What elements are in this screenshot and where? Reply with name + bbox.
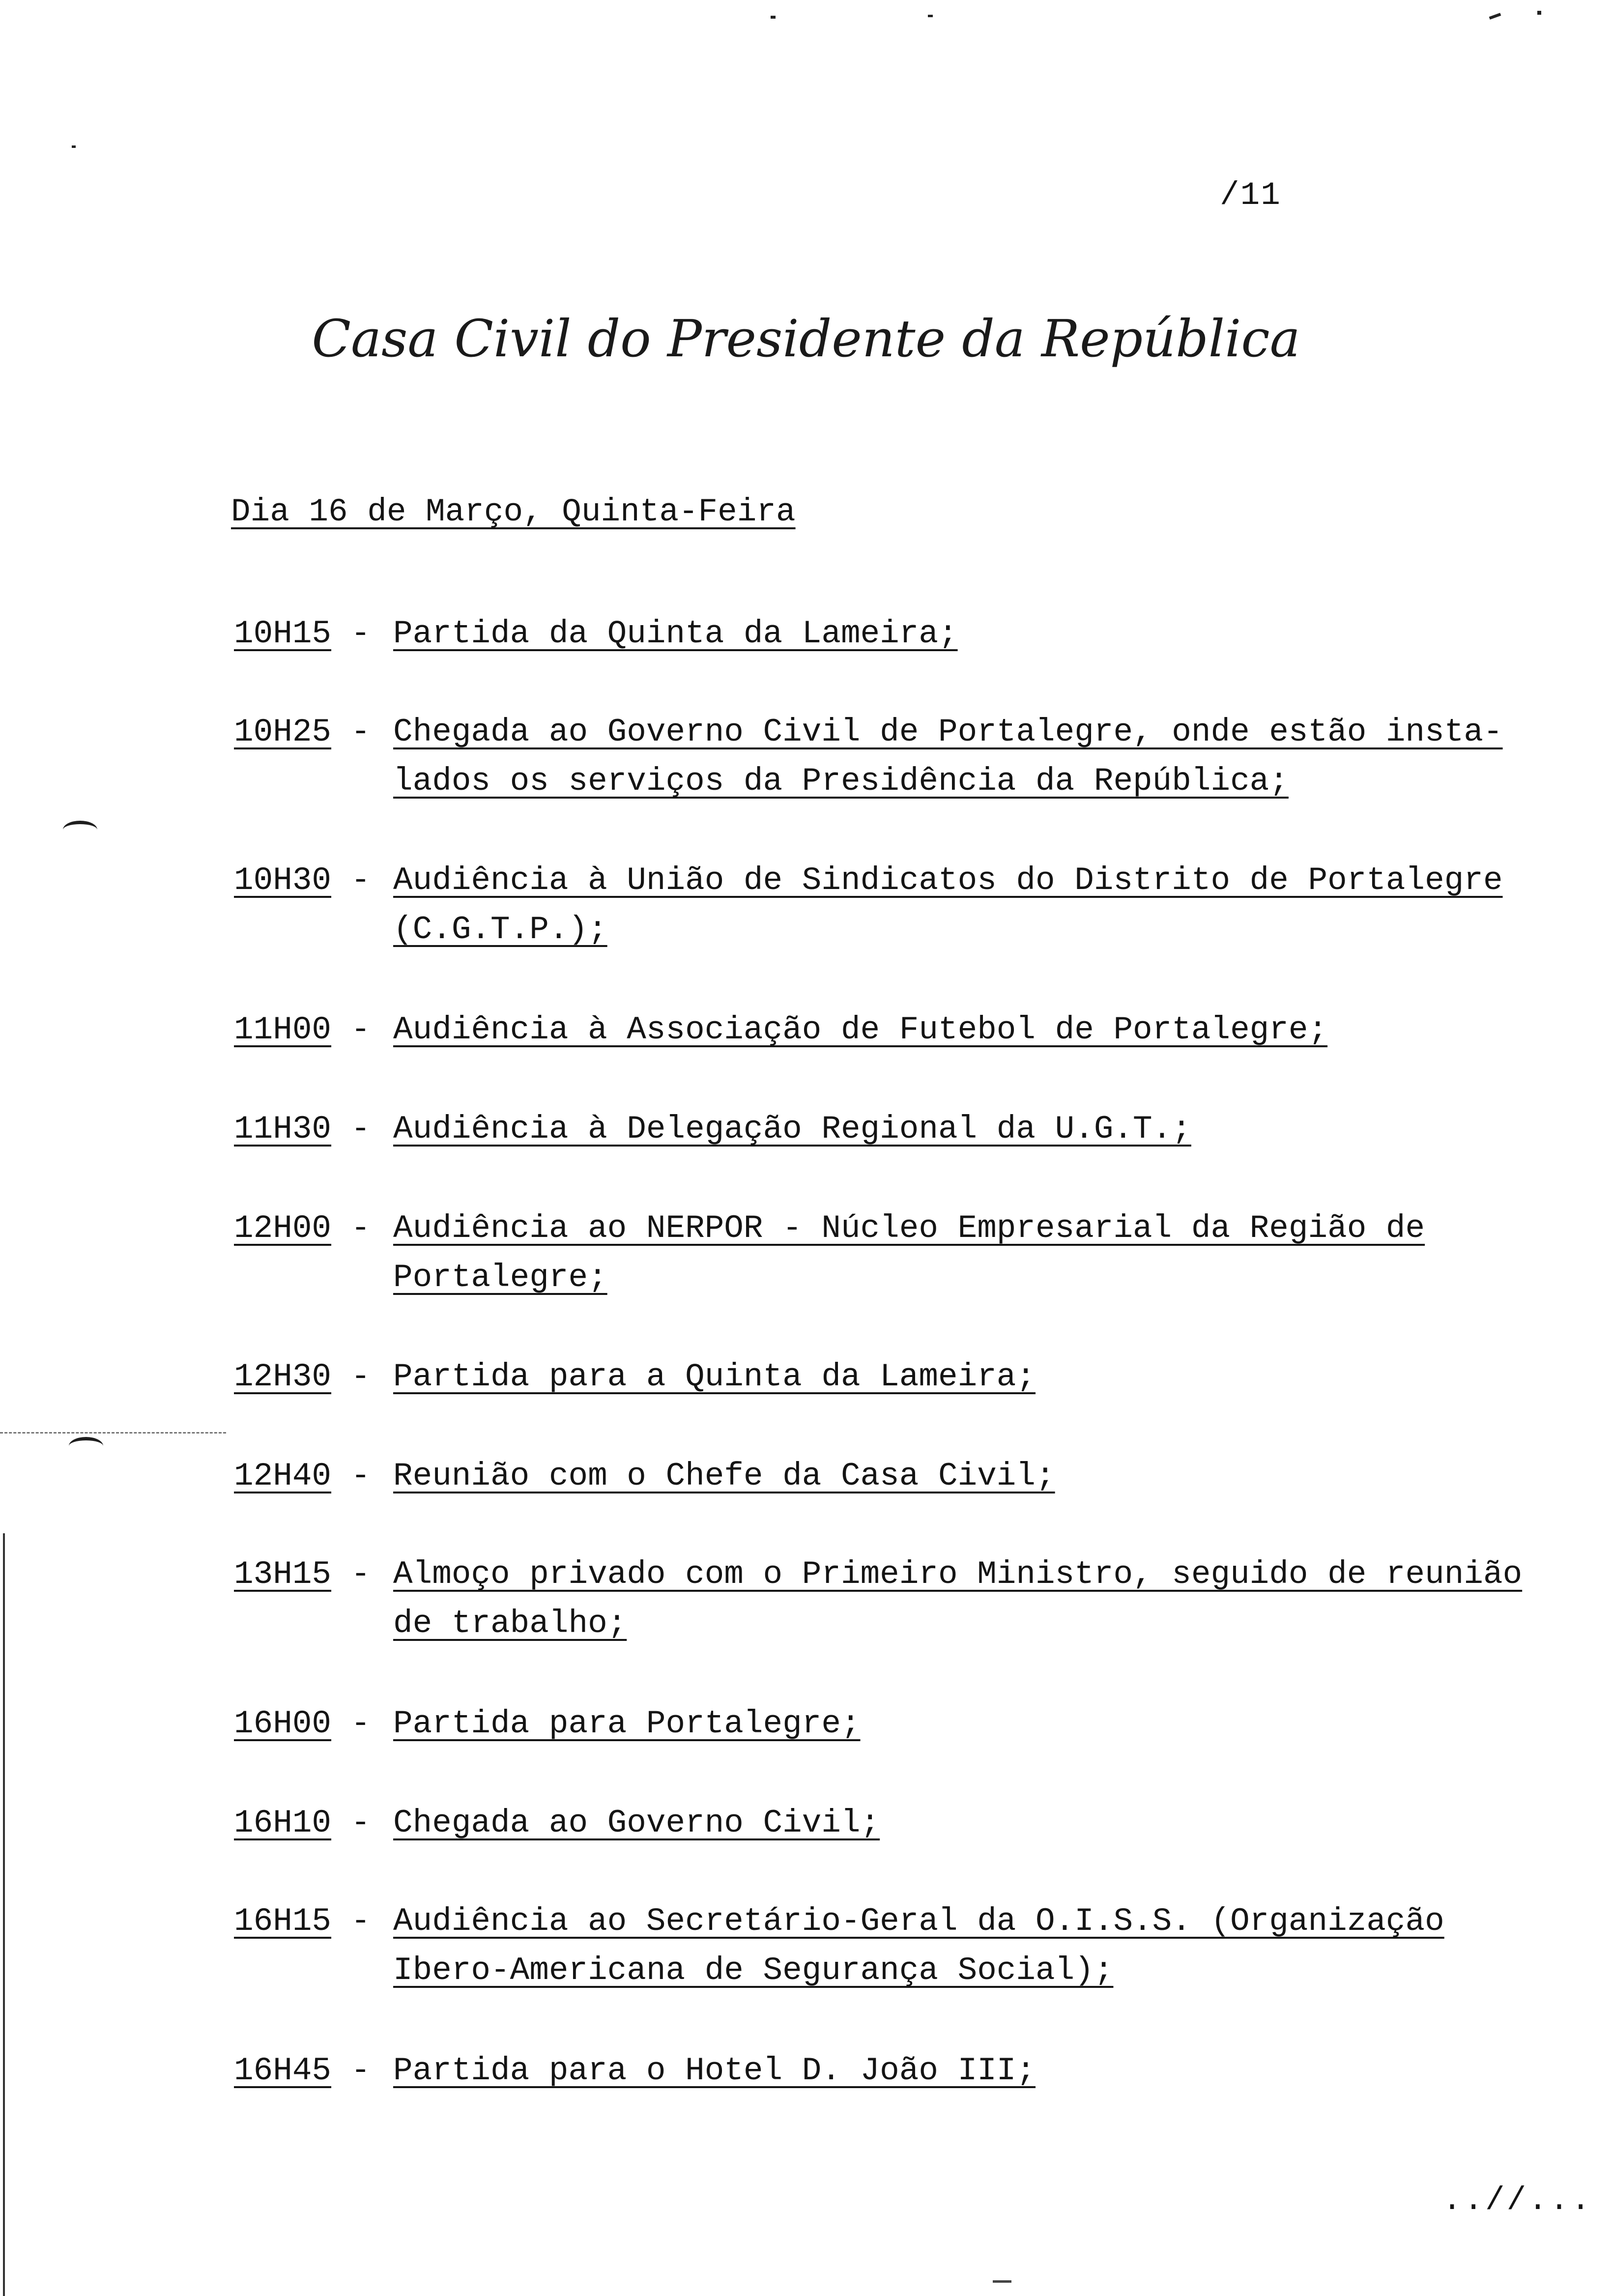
entry-description: Partida para o Hotel D. João III; [393,2052,1036,2089]
entry-dash: - [351,1705,371,1742]
entry-description: Audiência à Delegação Regional da U.G.T.; [393,1111,1191,1148]
letterhead: Casa Civil do Presidente da República [312,309,1300,369]
entry-dash: - [351,1210,371,1247]
entry-time: 11H00 [234,1011,332,1048]
entry-dash: - [351,1903,371,1940]
scan-speck [1489,13,1501,20]
entry-dash: - [351,615,371,652]
entry-dash: - [351,2052,371,2089]
entry-time: 12H40 [234,1458,332,1494]
entry-time: 16H10 [234,1805,332,1841]
entry-dash: - [351,862,371,899]
scan-speck [771,16,776,19]
entry-description: Audiência ao Secretário-Geral da O.I.S.S. (Organização Ibero-Americana de Segurança Social); [393,1903,1444,1989]
left-edge-rule [3,1533,5,2296]
scan-speck [928,15,933,17]
entry-description: Audiência à Associação de Futebol de Portalegre; [393,1011,1328,1048]
entry-time: 10H15 [234,615,332,652]
entry-description: Audiência ao NERPOR - Núcleo Empresarial da Região de Portalegre; [393,1210,1425,1296]
entry-dash: - [351,1458,371,1494]
entry-dash: - [351,1358,371,1395]
entry-dash: - [351,1805,371,1841]
entry-time: 16H45 [234,2052,332,2089]
margin-bracket [69,1437,103,1455]
continuation-mark: ..//... [1442,2182,1592,2219]
entry-time: 13H15 [234,1556,332,1593]
entry-time: 12H00 [234,1210,332,1247]
entry-time: 10H30 [234,862,332,899]
entry-time: 16H00 [234,1705,332,1742]
entry-description: Chegada ao Governo Civil; [393,1805,880,1841]
entry-description: Audiência à União de Sindicatos do Distrito de Portalegre (C.G.T.P.); [393,862,1503,948]
entry-time: 12H30 [234,1358,332,1395]
entry-time: 16H15 [234,1903,332,1940]
margin-dash-rule [0,1432,226,1434]
page-number: /11 [1220,177,1281,214]
entry-dash: - [351,1011,371,1048]
entry-description: Reunião com o Chefe da Casa Civil; [393,1458,1055,1494]
scan-speck [1537,11,1541,15]
margin-bracket [63,821,97,839]
entry-description: Partida para a Quinta da Lameira; [393,1358,1036,1395]
scan-speck [72,145,76,148]
entry-time: 11H30 [234,1111,332,1148]
entry-description: Partida da Quinta da Lameira; [393,615,958,652]
entry-description: Partida para Portalegre; [393,1705,861,1742]
entry-dash: - [351,1556,371,1593]
entry-description: Chegada ao Governo Civil de Portalegre, onde estão insta- lados os serviços da Presidência da República; [393,714,1503,800]
footer-dash [993,2280,1011,2283]
entry-dash: - [351,1111,371,1148]
entry-dash: - [351,714,371,750]
day-heading: Dia 16 de Março, Quinta-Feira [231,493,796,530]
entry-time: 10H25 [234,714,332,750]
schedule-entry [234,2046,1036,2292]
entry-description: Almoço privado com o Primeiro Ministro, seguido de reunião de trabalho; [393,1556,1523,1642]
